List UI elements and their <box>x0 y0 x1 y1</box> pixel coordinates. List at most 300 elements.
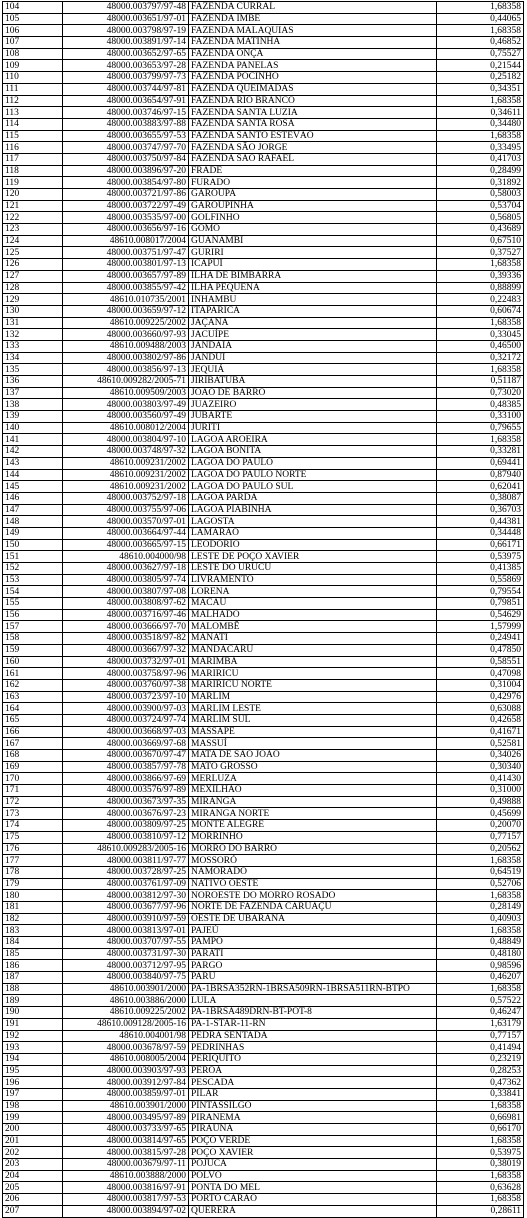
row-number-cell: 117 <box>3 153 63 165</box>
process-number-cell: 48610.009225/2002 <box>63 317 189 329</box>
process-number-cell: 48000.003518/97-82 <box>63 633 189 645</box>
process-number-cell: 48610.009283/2005-16 <box>63 843 189 855</box>
process-number-cell: 48610.009128/2005-16 <box>63 1018 189 1030</box>
field-value-cell: 1,68358 <box>437 364 524 376</box>
process-number-cell: 48000.003912/97-84 <box>63 1077 189 1089</box>
row-number-cell: 194 <box>3 1053 63 1065</box>
row-number-cell: 107 <box>3 37 63 49</box>
field-name-cell: MARLIM SUL <box>189 714 437 726</box>
field-name-cell: PILAR <box>189 1088 437 1100</box>
field-value-cell: 0,67510 <box>437 235 524 247</box>
process-number-cell: 48000.003721/97-86 <box>63 189 189 201</box>
process-number-cell: 48000.003651/97-01 <box>63 13 189 25</box>
table-row <box>3 1159 524 1171</box>
row-number-cell: 195 <box>3 1065 63 1077</box>
row-number-cell: 178 <box>3 866 63 878</box>
process-number-cell: 48000.003570/97-01 <box>63 516 189 528</box>
field-value-cell: 0,34611 <box>437 107 524 119</box>
field-value-cell: 0,34026 <box>437 750 524 762</box>
table-row <box>3 878 524 890</box>
table-row <box>3 714 524 726</box>
process-number-cell: 48000.003733/97-65 <box>63 1124 189 1136</box>
process-number-cell: 48000.003657/97-89 <box>63 270 189 282</box>
field-name-cell: MEXILHÃO <box>189 785 437 797</box>
row-number-cell: 188 <box>3 983 63 995</box>
field-value-cell: 0,60674 <box>437 305 524 317</box>
table-row <box>3 305 524 317</box>
field-value-cell: 0,66171 <box>437 539 524 551</box>
table-row <box>3 492 524 504</box>
process-number-cell: 48000.003723/97-10 <box>63 691 189 703</box>
field-name-cell: FAZENDA POCINHO <box>189 72 437 84</box>
field-name-cell: JEQUIÁ <box>189 364 437 376</box>
process-number-cell: 48000.003724/97-74 <box>63 714 189 726</box>
process-number-cell: 48610.009231/2002 <box>63 457 189 469</box>
field-name-cell: JACUÍPE <box>189 329 437 341</box>
row-number-cell: 198 <box>3 1100 63 1112</box>
field-name-cell: PARGO <box>189 960 437 972</box>
table-row <box>3 995 524 1007</box>
table-row <box>3 282 524 294</box>
table-row <box>3 13 524 25</box>
field-name-cell: MORRINHO <box>189 831 437 843</box>
field-value-cell: 0,47850 <box>437 644 524 656</box>
process-number-cell: 48000.003731/97-30 <box>63 948 189 960</box>
field-name-cell: NAMORADO <box>189 866 437 878</box>
field-value-cell: 1,68358 <box>437 1194 524 1206</box>
process-number-cell: 48000.003799/97-73 <box>63 72 189 84</box>
field-name-cell: POLVO <box>189 1170 437 1182</box>
field-name-cell: LULA <box>189 995 437 1007</box>
field-name-cell: ILHA DE BIMBARRA <box>189 270 437 282</box>
row-number-cell: 206 <box>3 1194 63 1206</box>
row-number-cell: 184 <box>3 937 63 949</box>
field-value-cell: 0,53975 <box>437 1147 524 1159</box>
process-number-cell: 48000.003803/97-49 <box>63 399 189 411</box>
field-name-cell: MANDACARU <box>189 644 437 656</box>
field-name-cell: NORTE DE FAZENDA CARUAÇU <box>189 901 437 913</box>
process-number-cell: 48000.003707/97-55 <box>63 937 189 949</box>
row-number-cell: 179 <box>3 878 63 890</box>
field-value-cell: 0,37527 <box>437 247 524 259</box>
field-value-cell: 0,98596 <box>437 960 524 972</box>
row-number-cell: 151 <box>3 551 63 563</box>
process-number-cell: 48000.003668/97-03 <box>63 726 189 738</box>
table-row <box>3 1065 524 1077</box>
table-row <box>3 1088 524 1100</box>
field-value-cell: 0,40903 <box>437 913 524 925</box>
process-number-cell: 48000.003760/97-38 <box>63 679 189 691</box>
table-row <box>3 469 524 481</box>
field-value-cell: 0,75527 <box>437 48 524 60</box>
field-name-cell: LAGOA DO PAULO NORTE <box>189 469 437 481</box>
process-number-cell: 48610.004001/98 <box>63 1030 189 1042</box>
field-name-cell: LAMARÃO <box>189 527 437 539</box>
process-number-cell: 48000.003660/97-93 <box>63 329 189 341</box>
field-name-cell: POJUCA <box>189 1159 437 1171</box>
table-row <box>3 960 524 972</box>
row-number-cell: 190 <box>3 1007 63 1019</box>
field-name-cell: FRADE <box>189 165 437 177</box>
field-name-cell: PERIQUITO <box>189 1053 437 1065</box>
field-name-cell: PEDRINHAS <box>189 1042 437 1054</box>
process-number-cell: 48000.003910/97-59 <box>63 913 189 925</box>
field-name-cell: FAZENDA QUEIMADAS <box>189 83 437 95</box>
field-name-cell: MALOMBÊ <box>189 621 437 633</box>
row-number-cell: 160 <box>3 656 63 668</box>
process-number-cell: 48000.003673/97-35 <box>63 796 189 808</box>
row-number-cell: 114 <box>3 118 63 130</box>
field-value-cell: 0,77157 <box>437 831 524 843</box>
fields-table <box>2 1 524 1218</box>
table-row <box>3 411 524 423</box>
table-row <box>3 48 524 60</box>
process-number-cell: 48000.003798/97-19 <box>63 25 189 37</box>
table-row <box>3 668 524 680</box>
field-name-cell: GURIRI <box>189 247 437 259</box>
process-number-cell: 48610.009231/2002 <box>63 481 189 493</box>
table-row <box>3 773 524 785</box>
process-number-cell: 48000.003659/97-12 <box>63 305 189 317</box>
table-row <box>3 37 524 49</box>
field-value-cell: 0,46247 <box>437 1007 524 1019</box>
field-value-cell: 0,46852 <box>437 37 524 49</box>
table-row <box>3 481 524 493</box>
table-row <box>3 820 524 832</box>
field-name-cell: GAROUPINHA <box>189 200 437 212</box>
process-number-cell: 48610.003888/2000 <box>63 1170 189 1182</box>
table-row <box>3 1170 524 1182</box>
row-number-cell: 154 <box>3 586 63 598</box>
field-name-cell: LAGOSTA <box>189 516 437 528</box>
field-value-cell: 0,79851 <box>437 598 524 610</box>
field-value-cell: 0,30340 <box>437 761 524 773</box>
table-row <box>3 1030 524 1042</box>
row-number-cell: 201 <box>3 1135 63 1147</box>
table-row <box>3 200 524 212</box>
process-number-cell: 48610.003901/2000 <box>63 983 189 995</box>
field-name-cell: ICAPUÍ <box>189 259 437 271</box>
field-value-cell: 0,77157 <box>437 1030 524 1042</box>
field-name-cell: ITAPARICA <box>189 305 437 317</box>
table-row <box>3 972 524 984</box>
table-row <box>3 259 524 271</box>
row-number-cell: 109 <box>3 60 63 72</box>
field-value-cell: 0,52706 <box>437 878 524 890</box>
field-name-cell: MASSUÍ <box>189 738 437 750</box>
field-value-cell: 0,57522 <box>437 995 524 1007</box>
field-name-cell: PEDRA SENTADA <box>189 1030 437 1042</box>
table-row <box>3 937 524 949</box>
field-name-cell: PA-1-STAR-11-RN <box>189 1018 437 1030</box>
field-value-cell: 0,66981 <box>437 1112 524 1124</box>
row-number-cell: 167 <box>3 738 63 750</box>
table-row <box>3 1135 524 1147</box>
field-name-cell: MONTE ALEGRE <box>189 820 437 832</box>
field-value-cell: 0,31004 <box>437 679 524 691</box>
field-value-cell: 1,68358 <box>437 855 524 867</box>
field-name-cell: LAGOA PARDA <box>189 492 437 504</box>
row-number-cell: 112 <box>3 95 63 107</box>
row-number-cell: 204 <box>3 1170 63 1182</box>
field-value-cell: 1,68358 <box>437 2 524 14</box>
field-name-cell: MORRO DO BARRO <box>189 843 437 855</box>
row-number-cell: 133 <box>3 340 63 352</box>
field-name-cell: PARATI <box>189 948 437 960</box>
field-value-cell: 0,42658 <box>437 714 524 726</box>
process-number-cell: 48000.003495/97-89 <box>63 1112 189 1124</box>
fields-table-body <box>3 2 524 1218</box>
process-number-cell: 48000.003807/97-08 <box>63 586 189 598</box>
process-number-cell: 48000.003653/97-28 <box>63 60 189 72</box>
table-row <box>3 1147 524 1159</box>
field-value-cell: 1,68358 <box>437 130 524 142</box>
row-number-cell: 123 <box>3 224 63 236</box>
process-number-cell: 48000.003752/97-18 <box>63 492 189 504</box>
field-name-cell: PAJEÚ <box>189 925 437 937</box>
table-row <box>3 633 524 645</box>
field-name-cell: LAGOA DO PAULO <box>189 457 437 469</box>
table-row <box>3 247 524 259</box>
table-row <box>3 1007 524 1019</box>
field-name-cell: FAZENDA MALAQUIAS <box>189 25 437 37</box>
table-row <box>3 95 524 107</box>
field-name-cell: MARLIM LESTE <box>189 703 437 715</box>
field-value-cell: 0,44381 <box>437 516 524 528</box>
field-name-cell: JANDAIA <box>189 340 437 352</box>
field-value-cell: 1,68358 <box>437 259 524 271</box>
field-name-cell: LAGOA DO PAULO SUL <box>189 481 437 493</box>
table-row <box>3 843 524 855</box>
process-number-cell: 48000.003797/97-48 <box>63 2 189 14</box>
row-number-cell: 121 <box>3 200 63 212</box>
process-number-cell: 48000.003748/97-32 <box>63 446 189 458</box>
row-number-cell: 166 <box>3 726 63 738</box>
process-number-cell: 48000.003810/97-12 <box>63 831 189 843</box>
field-value-cell: 0,58551 <box>437 656 524 668</box>
process-number-cell: 48000.003677/97-96 <box>63 901 189 913</box>
table-row <box>3 679 524 691</box>
field-name-cell: NATIVO OESTE <box>189 878 437 890</box>
process-number-cell: 48000.003652/97-65 <box>63 48 189 60</box>
field-value-cell: 0,58003 <box>437 189 524 201</box>
field-value-cell: 0,41430 <box>437 773 524 785</box>
field-name-cell: PARU <box>189 972 437 984</box>
process-number-cell: 48000.003814/97-65 <box>63 1135 189 1147</box>
table-row <box>3 656 524 668</box>
process-number-cell: 48000.003750/97-84 <box>63 153 189 165</box>
row-number-cell: 186 <box>3 960 63 972</box>
field-value-cell: 0,52581 <box>437 738 524 750</box>
process-number-cell: 48000.003866/97-69 <box>63 773 189 785</box>
row-number-cell: 202 <box>3 1147 63 1159</box>
field-value-cell: 0,47098 <box>437 668 524 680</box>
row-number-cell: 159 <box>3 644 63 656</box>
field-name-cell: LAGOA BONITA <box>189 446 437 458</box>
field-name-cell: FAZENDA ONÇA <box>189 48 437 60</box>
field-value-cell: 0,41494 <box>437 1042 524 1054</box>
row-number-cell: 128 <box>3 282 63 294</box>
row-number-cell: 135 <box>3 364 63 376</box>
row-number-cell: 165 <box>3 714 63 726</box>
process-number-cell: 48000.003809/97-25 <box>63 820 189 832</box>
field-value-cell: 0,46207 <box>437 972 524 984</box>
table-row <box>3 130 524 142</box>
process-number-cell: 48000.003804/97-10 <box>63 434 189 446</box>
table-row <box>3 270 524 282</box>
field-name-cell: QUERERÁ <box>189 1205 437 1217</box>
row-number-cell: 144 <box>3 469 63 481</box>
field-name-cell: LESTE DE POÇO XAVIER <box>189 551 437 563</box>
row-number-cell: 110 <box>3 72 63 84</box>
field-value-cell: 0,34480 <box>437 118 524 130</box>
row-number-cell: 173 <box>3 808 63 820</box>
field-value-cell: 0,24941 <box>437 633 524 645</box>
table-row <box>3 1100 524 1112</box>
table-row <box>3 446 524 458</box>
field-value-cell: 0,28149 <box>437 901 524 913</box>
table-row <box>3 340 524 352</box>
field-value-cell: 0,63088 <box>437 703 524 715</box>
process-number-cell: 48000.003560/97-49 <box>63 411 189 423</box>
row-number-cell: 161 <box>3 668 63 680</box>
table-row <box>3 329 524 341</box>
process-number-cell: 48000.003894/97-02 <box>63 1205 189 1217</box>
field-name-cell: MIRANGA <box>189 796 437 808</box>
field-name-cell: FAZENDA CURRAL <box>189 2 437 14</box>
row-number-cell: 150 <box>3 539 63 551</box>
row-number-cell: 191 <box>3 1018 63 1030</box>
table-row <box>3 527 524 539</box>
table-row <box>3 2 524 14</box>
row-number-cell: 205 <box>3 1182 63 1194</box>
table-row <box>3 808 524 820</box>
table-row <box>3 118 524 130</box>
row-number-cell: 155 <box>3 598 63 610</box>
field-name-cell: PA-1BRSA352RN-1BRSA509RN-1BRSA511RN-BTPO <box>189 983 437 995</box>
process-number-cell: 48610.009231/2002 <box>63 469 189 481</box>
field-value-cell: 0,28499 <box>437 165 524 177</box>
process-number-cell: 48000.003656/97-16 <box>63 224 189 236</box>
field-value-cell: 0,34448 <box>437 527 524 539</box>
field-name-cell: LIVRAMENTO <box>189 574 437 586</box>
row-number-cell: 129 <box>3 294 63 306</box>
table-row <box>3 387 524 399</box>
row-number-cell: 136 <box>3 376 63 388</box>
process-number-cell: 48000.003722/97-49 <box>63 200 189 212</box>
table-row <box>3 901 524 913</box>
field-value-cell: 0,47362 <box>437 1077 524 1089</box>
row-number-cell: 170 <box>3 773 63 785</box>
field-name-cell: MACAU <box>189 598 437 610</box>
row-number-cell: 171 <box>3 785 63 797</box>
table-row <box>3 831 524 843</box>
field-value-cell: 0,28253 <box>437 1065 524 1077</box>
row-number-cell: 174 <box>3 820 63 832</box>
field-name-cell: FAZENDA IMBÉ <box>189 13 437 25</box>
table-row <box>3 376 524 388</box>
row-number-cell: 111 <box>3 83 63 95</box>
field-name-cell: JANDUÍ <box>189 352 437 364</box>
field-value-cell: 0,48849 <box>437 937 524 949</box>
process-number-cell: 48000.003676/97-23 <box>63 808 189 820</box>
row-number-cell: 177 <box>3 855 63 867</box>
process-number-cell: 48000.003761/97-09 <box>63 878 189 890</box>
table-row <box>3 785 524 797</box>
process-number-cell: 48000.003679/97-11 <box>63 1159 189 1171</box>
row-number-cell: 134 <box>3 352 63 364</box>
table-row <box>3 691 524 703</box>
field-name-cell: MARIRICU <box>189 668 437 680</box>
field-value-cell: 0,87940 <box>437 469 524 481</box>
field-value-cell: 0,48385 <box>437 399 524 411</box>
field-name-cell: PA-1BRSA489DRN-BT-POT-8 <box>189 1007 437 1019</box>
row-number-cell: 131 <box>3 317 63 329</box>
table-row <box>3 60 524 72</box>
process-number-cell: 48000.003678/97-59 <box>63 1042 189 1054</box>
field-value-cell: 0,43689 <box>437 224 524 236</box>
field-name-cell: FAZENDA SANTO ESTEVÃO <box>189 130 437 142</box>
field-name-cell: FAZENDA PANELAS <box>189 60 437 72</box>
table-row <box>3 177 524 189</box>
field-value-cell: 0,33495 <box>437 142 524 154</box>
field-value-cell: 1,68358 <box>437 890 524 902</box>
table-row <box>3 1042 524 1054</box>
process-number-cell: 48000.003896/97-20 <box>63 165 189 177</box>
process-number-cell: 48000.003816/97-91 <box>63 1182 189 1194</box>
field-name-cell: FAZENDA SANTA ROSA <box>189 118 437 130</box>
row-number-cell: 118 <box>3 165 63 177</box>
table-row <box>3 551 524 563</box>
row-number-cell: 143 <box>3 457 63 469</box>
field-name-cell: GAROUPA <box>189 189 437 201</box>
row-number-cell: 108 <box>3 48 63 60</box>
row-number-cell: 104 <box>3 2 63 14</box>
process-number-cell: 48000.003670/97-47 <box>63 750 189 762</box>
table-row <box>3 598 524 610</box>
row-number-cell: 181 <box>3 901 63 913</box>
table-row <box>3 1018 524 1030</box>
table-row <box>3 294 524 306</box>
table-row <box>3 738 524 750</box>
table-row <box>3 317 524 329</box>
field-value-cell: 0,39336 <box>437 270 524 282</box>
field-name-cell: PIRANEMA <box>189 1112 437 1124</box>
field-value-cell: 0,23219 <box>437 1053 524 1065</box>
process-number-cell: 48000.003812/97-30 <box>63 890 189 902</box>
field-name-cell: MATA DE SÃO JOÃO <box>189 750 437 762</box>
process-number-cell: 48610.009488/2003 <box>63 340 189 352</box>
table-row <box>3 142 524 154</box>
field-name-cell: FAZENDA MATINHA <box>189 37 437 49</box>
table-row <box>3 890 524 902</box>
field-value-cell: 0,20070 <box>437 820 524 832</box>
table-row <box>3 516 524 528</box>
table-row <box>3 457 524 469</box>
row-number-cell: 196 <box>3 1077 63 1089</box>
row-number-cell: 145 <box>3 481 63 493</box>
row-number-cell: 197 <box>3 1088 63 1100</box>
field-name-cell: MERLUZA <box>189 773 437 785</box>
table-row <box>3 574 524 586</box>
row-number-cell: 141 <box>3 434 63 446</box>
process-number-cell: 48000.003903/97-93 <box>63 1065 189 1077</box>
table-row <box>3 1053 524 1065</box>
field-value-cell: 0,33045 <box>437 329 524 341</box>
process-number-cell: 48610.003901/2000 <box>63 1100 189 1112</box>
field-name-cell: MATO GROSSO <box>189 761 437 773</box>
row-number-cell: 124 <box>3 235 63 247</box>
